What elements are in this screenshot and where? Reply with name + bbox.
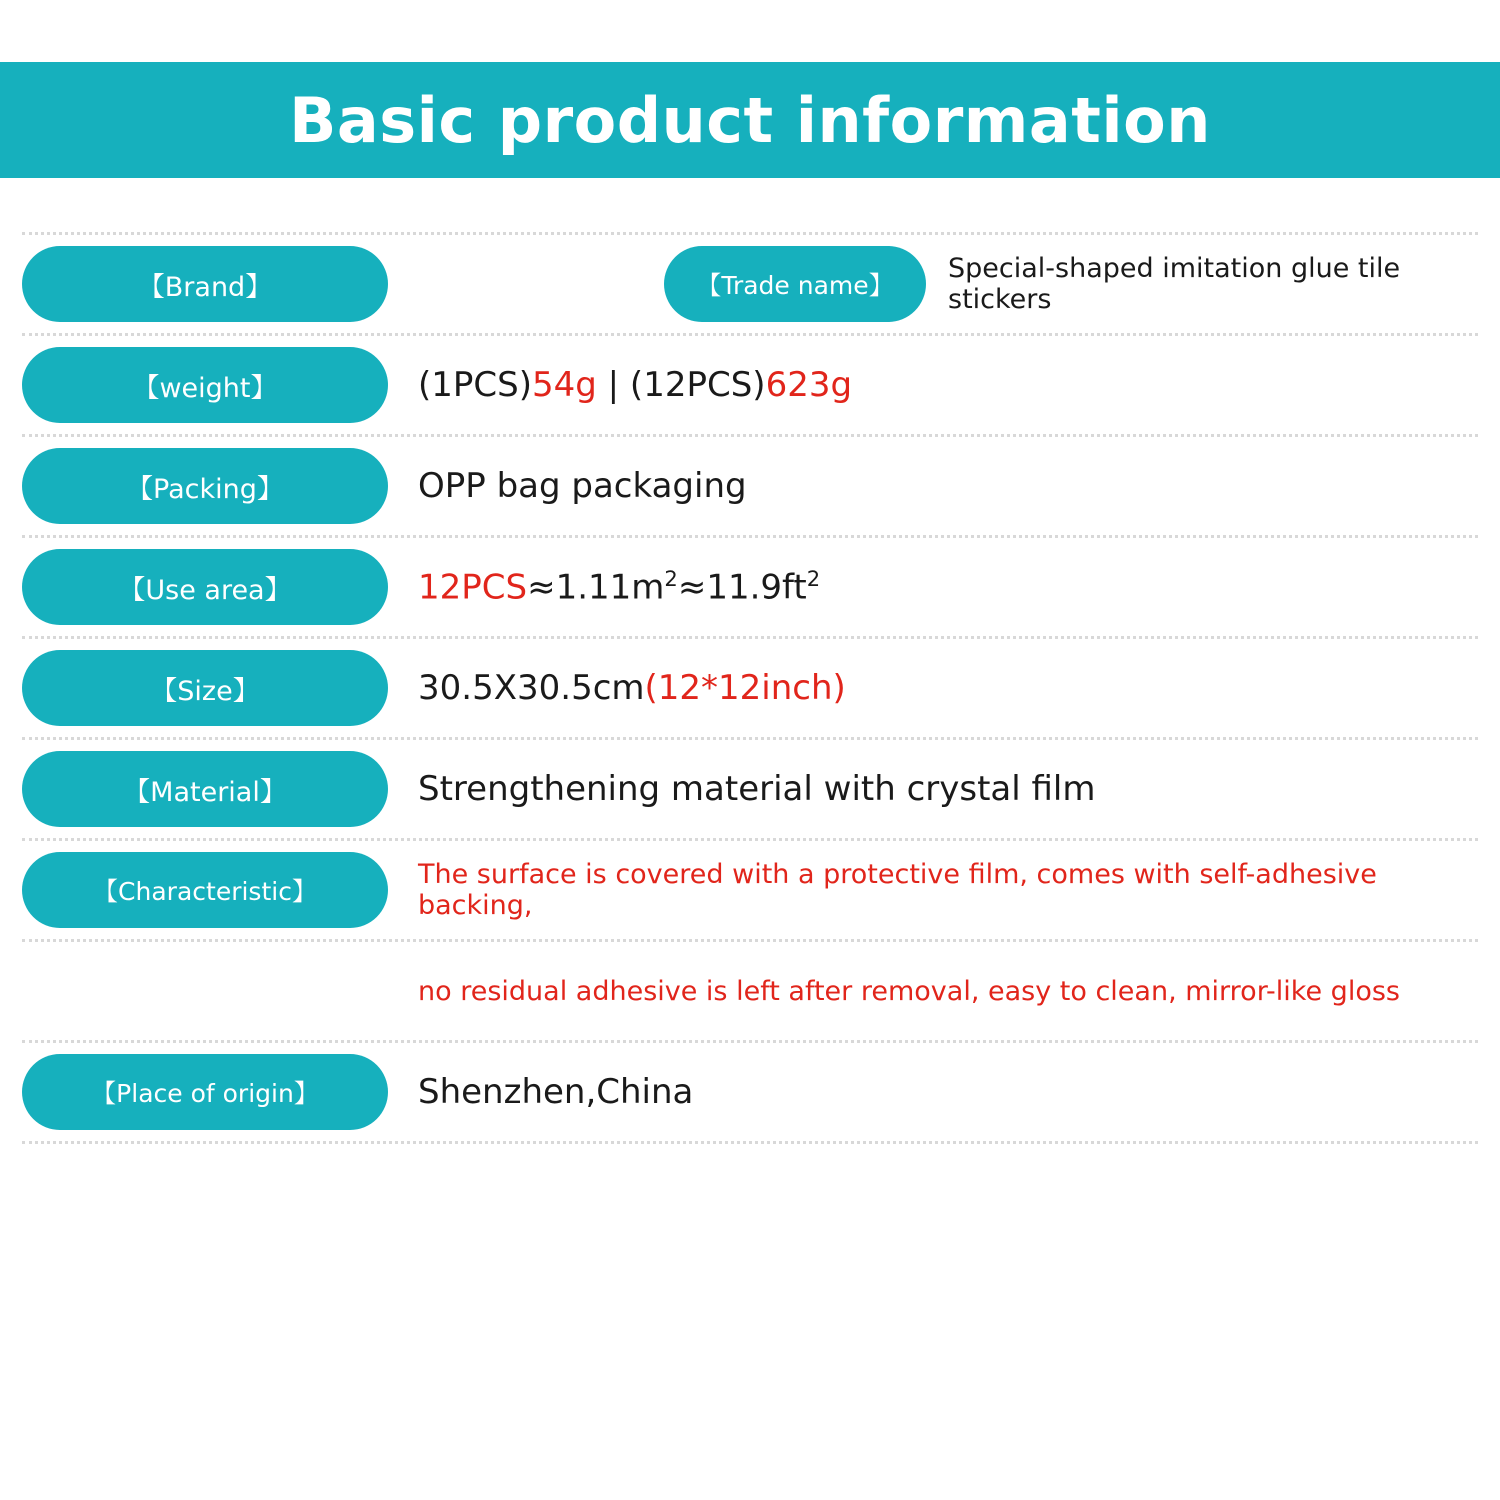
label-weight: 【weight】 [22, 347, 388, 423]
value-characteristic-line1: The surface is covered with a protective film, comes with self-adhesive backing, [418, 859, 1377, 921]
table-row-characteristic [22, 838, 1478, 939]
page-title: Basic product information [289, 83, 1211, 157]
label-size: 【Size】 [22, 650, 388, 726]
label-material: 【Material】 [22, 751, 388, 827]
table-row-brand [22, 232, 1478, 333]
value-size [418, 668, 846, 709]
value-use-area-rest: ≈1.11m [527, 567, 665, 608]
value-weight-highlight1: 54g [532, 364, 597, 405]
value-use-area-sup2: 2 [806, 565, 821, 591]
label-use-area: 【Use area】 [22, 549, 388, 625]
value-weight-part2: | (12PCS) [596, 364, 766, 405]
label-brand: 【Brand】 [22, 246, 388, 322]
value-place-of-origin: Shenzhen,China [418, 1071, 694, 1112]
table-row-material [22, 737, 1478, 838]
value-use-area-rest2: ≈11.9ft [677, 567, 807, 608]
value-use-area-highlight: 12PCS [418, 567, 528, 608]
value-weight [418, 365, 852, 406]
label-trade-name: 【Trade name】 [664, 246, 926, 322]
table-row-size [22, 636, 1478, 737]
label-packing: 【Packing】 [22, 448, 388, 524]
value-size-highlight: (12*12inch) [644, 667, 846, 708]
value-packing: OPP bag packaging [418, 465, 747, 506]
value-size-main: 30.5X30.5cm [418, 667, 645, 708]
value-weight-part1: (1PCS) [418, 364, 532, 405]
value-characteristic-line2: no residual adhesive is left after removal, easy to clean, mirror-like gloss [418, 975, 1400, 1007]
label-place-of-origin: 【Place of origin】 [22, 1054, 388, 1130]
value-use-area [418, 566, 820, 608]
value-use-area-sup1: 2 [664, 565, 678, 591]
table-row-weight [22, 333, 1478, 434]
table-row-origin [22, 1040, 1478, 1144]
table-row-use-area [22, 535, 1478, 636]
value-material: Strengthening material with crystal film [418, 768, 1096, 809]
product-spec-table [22, 232, 1478, 1144]
table-row-packing [22, 434, 1478, 535]
value-trade-name: Special-shaped imitation glue tile stickers [948, 253, 1401, 315]
page-header [0, 62, 1500, 178]
value-weight-highlight2: 623g [765, 364, 853, 405]
label-characteristic: 【Characteristic】 [22, 852, 388, 928]
table-row-characteristic-cont [22, 939, 1478, 1040]
